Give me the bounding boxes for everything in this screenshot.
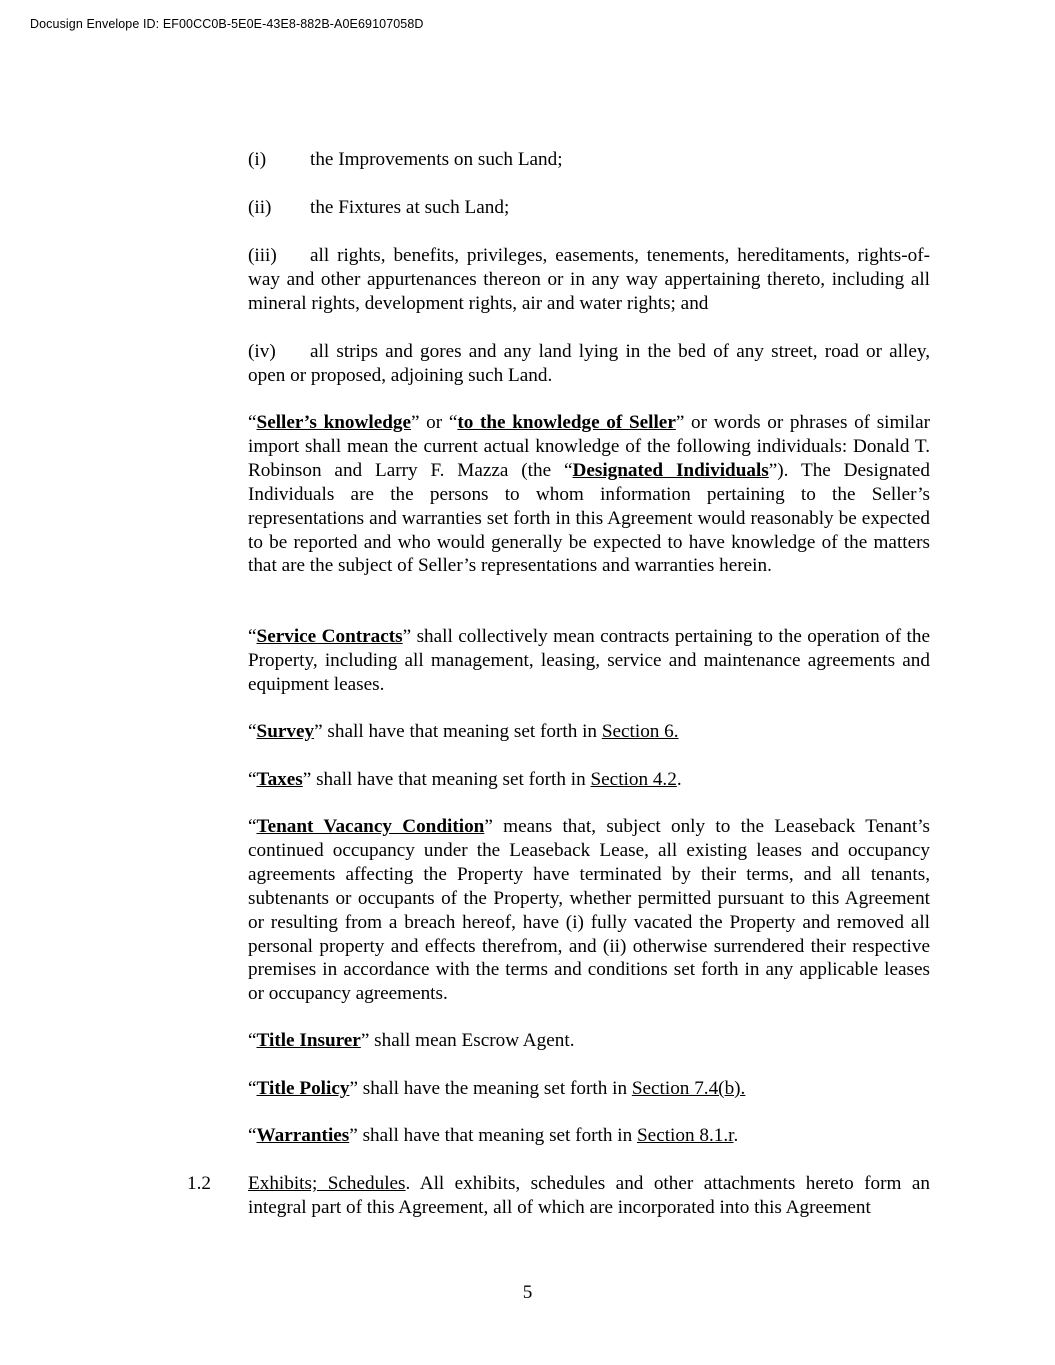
definition-sellers-knowledge: “Seller’s knowledge” or “to the knowledge of Seller” or words or phrases of similar import shall mean the current actual knowledge of the following individuals: Donald T. Robinson and Larry F. Mazza (the “Designated Individuals”). The Designated Individuals are the persons to whom information pertaining to the Seller’s representations and warranties set forth in this Agreement would reasonably be expected to be reported and who would generally be expected to have knowledge of the matters that are the subject of Seller’s representations and warranties herein. [248, 412, 931, 577]
defined-term: Designated Individuals [572, 459, 769, 481]
section-reference: Section 7.4(b). [631, 1078, 746, 1099]
definition-text: ” shall have that meaning set forth in [349, 1125, 637, 1146]
list-item-text: the Fixtures at such Land; [310, 197, 510, 218]
definition-text: ” shall collectively mean contracts pertaining to the operation of the Property, including all management, leasing, service and maintenance agreements and equipment leases. [248, 626, 931, 695]
definition-title-insurer: “Title Insurer” shall mean Escrow Agent. [248, 1030, 575, 1051]
defined-term: Tenant Vacancy Condition [256, 816, 485, 837]
docusign-envelope-id: Docusign Envelope ID: EF00CC0B-5E0E-43E8-882B-A0E69107058D [30, 17, 424, 31]
definition-text: ” shall have that meaning set forth in [302, 769, 591, 790]
defined-term: Seller’s knowledge [256, 412, 411, 433]
definition-text: ”). The Designated Individuals are the persons to whom information pertaining to the Seller’s representations and warranties set forth in this Agreement would reasonably be expected to be reported and who would generally be expected to have knowledge of the matters that are the subject of Seller’s representations and warranties herein. [248, 459, 930, 577]
list-item-text: all rights, benefits, privileges, easements, tenements, hereditaments, rights-of-way and other appurtenances thereon or in any way appertaining thereto, including all mineral rights, development rights, air and water rights; and [248, 245, 930, 314]
definition-text: ” means that, subject only to the Leaseback Tenant’s continued occupancy under the Leaseback Lease, all existing leases and occupancy agreements affecting the Property have terminated by their terms, and all tenants, subtenants or occupants of the Property, whether permitted pursuant to this Agreement or resulting from a breach hereof, have (i) fully vacated the Property and removed all personal property and effects therefrom, and (ii) otherwise surrendered their respective premises in accordance with the terms and conditions set forth in any applicable leases or occupancy agreements. [248, 816, 930, 1005]
defined-term: Survey [256, 721, 315, 742]
definition-text: ” or words or phrases of similar import shall mean the current actual knowledge of the following individuals: Donald T. Robinson and Larry F. Mazza (the “ [248, 412, 931, 481]
definition-taxes: “Taxes” shall have that meaning set forth in Section 4.2. [248, 769, 682, 790]
definition-text: ” shall mean Escrow Agent. [360, 1030, 575, 1051]
definition-text: ” shall have that meaning set forth in [314, 721, 602, 742]
list-item-number: (iv) [248, 341, 276, 362]
definition-service-contracts: “Service Contracts” shall collectively mean contracts pertaining to the operation of the Property, including all management, leasing, service and maintenance agreements and equipment leases. [248, 626, 931, 695]
definition-survey: “Survey” shall have that meaning set forth in Section 6. [248, 721, 679, 742]
defined-term: Title Policy [256, 1078, 350, 1099]
list-item-ii [248, 196, 930, 220]
list-item-iv [248, 340, 930, 388]
list-item-i [248, 148, 930, 172]
section-reference: Section 6. [601, 721, 679, 742]
list-item-number: (iii) [248, 245, 277, 266]
definition-text: ” shall have the meaning set forth in [349, 1078, 632, 1099]
defined-term: Service Contracts [256, 626, 403, 647]
definition-title-policy: “Title Policy” shall have the meaning set forth in Section 7.4(b). [248, 1078, 746, 1099]
list-item-text: all strips and gores and any land lying in the bed of any street, road or alley, open or proposed, adjoining such Land. [248, 341, 930, 386]
section-text: . All exhibits, schedules and other attachments hereto form an integral part of this Agreement, all of which are incorporated into this Agreement [248, 1173, 930, 1218]
defined-term: to the knowledge of Seller [457, 412, 676, 433]
list-item-number: (i) [248, 149, 267, 170]
defined-term: Warranties [256, 1125, 350, 1146]
list-item-number: (ii) [248, 197, 272, 218]
defined-term: Taxes [256, 769, 303, 790]
list-item-text: the Improvements on such Land; [310, 149, 563, 170]
section-reference: Section 4.2 [590, 769, 677, 790]
definition-text: ” or “ [411, 412, 458, 433]
defined-term: Title Insurer [256, 1030, 361, 1051]
definition-text: . [676, 769, 682, 790]
section-1-2 [248, 1172, 930, 1220]
section-heading: Exhibits; Schedules [248, 1173, 406, 1194]
page-number: 5 [522, 1282, 533, 1303]
definition-text: . [733, 1125, 739, 1146]
definition-tenant-vacancy-condition: “Tenant Vacancy Condition” means that, subject only to the Leaseback Tenant’s continued occupancy under the Leaseback Lease, all existing leases and occupancy agreements affecting the Property have terminated by their terms, and all tenants, subtenants or occupants of the Property, whether permitted pursuant to this Agreement or resulting from a breach hereof, have (i) fully vacated the Property and removed all personal property and effects therefrom, and (ii) otherwise surrendered their respective premises in accordance with the terms and conditions set forth in any applicable leases or occupancy agreements. [248, 816, 930, 1005]
list-item-iii [248, 244, 930, 316]
section-number: 1.2 [187, 1173, 211, 1194]
definition-warranties: “Warranties” shall have that meaning set forth in Section 8.1.r. [248, 1125, 739, 1146]
section-reference: Section 8.1.r [637, 1125, 734, 1146]
